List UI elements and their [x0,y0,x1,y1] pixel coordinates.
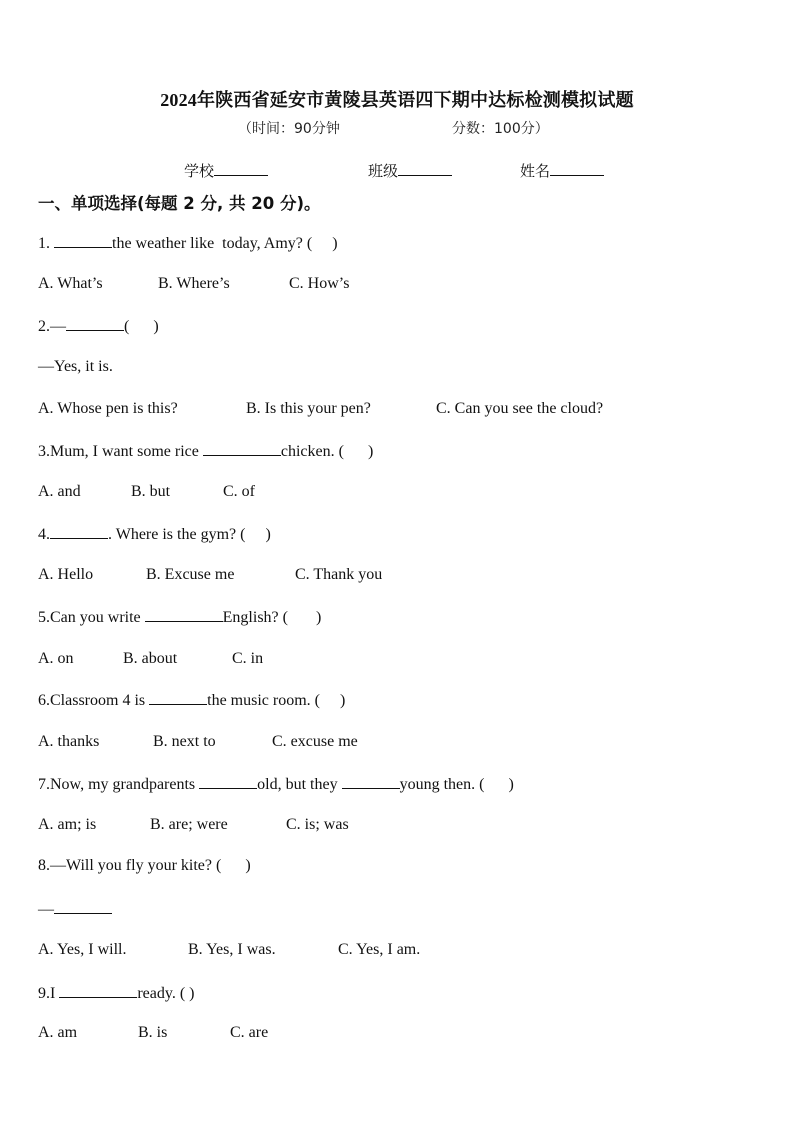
question-3 [38,441,373,461]
question-7-blank-1[interactable] [199,774,257,789]
option-7c[interactable]: C. is; was [286,816,349,833]
question-5-blank[interactable] [145,607,223,622]
option-1a[interactable]: A. What’s [38,275,103,292]
option-2c[interactable]: C. Can you see the cloud? [436,400,604,417]
option-8a[interactable]: A. Yes, I will. [38,941,127,958]
question-4-text: . Where is the gym? ( ) [108,526,271,543]
question-6-blank[interactable] [149,690,207,705]
option-2b[interactable]: B. Is this your pen? [246,400,371,417]
question-3-text: chicken. ( ) [280,443,374,460]
option-3a[interactable]: A. and [38,483,81,500]
question-9 [38,983,194,1003]
option-2a[interactable]: A. Whose pen is this? [38,400,178,417]
option-5a[interactable]: A. on [38,650,74,667]
option-9b[interactable]: B. is [138,1024,168,1041]
school-blank[interactable] [214,163,268,176]
question-5-text: English? ( ) [222,609,322,626]
question-4-blank[interactable] [50,524,108,539]
option-7a[interactable]: A. am; is [38,816,97,833]
option-4b[interactable]: B. Excuse me [146,566,235,583]
question-2-number: 2.— [38,318,66,335]
option-6c[interactable]: C. excuse me [272,733,358,750]
option-7b[interactable]: B. are; were [150,816,228,833]
question-9-text: ready. ( ) [137,985,195,1002]
option-3c[interactable]: C. of [223,483,255,500]
question-5-number: 5.Can you write [38,609,145,626]
option-4a[interactable]: A. Hello [38,566,94,583]
question-7-number: 7.Now, my grandparents [38,776,200,793]
exam-time: （时间：90分钟 [238,121,340,137]
option-8c[interactable]: C. Yes, I am. [338,941,421,958]
question-3-number: 3.Mum, I want some rice [38,443,203,460]
question-7-text: young then. ( ) [399,776,514,793]
option-9a[interactable]: A. am [38,1024,78,1041]
name-blank[interactable] [550,163,604,176]
option-1b[interactable]: B. Where’s [158,275,230,292]
option-6a[interactable]: A. thanks [38,733,100,750]
question-8-reply [38,899,112,919]
question-6-number: 6.Classroom 4 is [38,692,150,709]
question-6 [38,690,345,710]
question-7-middle: old, but they [257,776,342,793]
class-field [368,160,452,181]
option-1c[interactable]: C. How’s [289,275,350,292]
question-1-number: 1. [38,235,54,252]
name-label: 姓名 [520,162,551,180]
question-6-text: the music room. ( ) [207,692,346,709]
question-2-text: ( ) [124,318,159,335]
question-1-blank[interactable] [54,233,112,248]
question-4-number: 4. [38,526,50,543]
option-5c[interactable]: C. in [232,650,264,667]
question-3-blank[interactable] [203,441,281,456]
option-5b[interactable]: B. about [123,650,178,667]
question-4 [38,524,271,544]
question-8: 8.—Will you fly your kite? ( ) [38,857,251,874]
school-field [184,160,268,181]
question-8-blank[interactable] [54,899,112,914]
option-4c[interactable]: C. Thank you [295,566,383,583]
question-2 [38,316,159,336]
option-6b[interactable]: B. next to [153,733,216,750]
school-label: 学校 [184,162,215,180]
question-2-reply: —Yes, it is. [38,358,113,375]
question-2-blank[interactable] [66,316,124,331]
question-8-dash: — [38,901,54,918]
option-3b[interactable]: B. but [131,483,171,500]
name-field [520,160,604,181]
question-7 [38,774,514,794]
class-label: 班级 [368,162,399,180]
class-blank[interactable] [398,163,452,176]
page-title: 2024年陕西省延安市黄陵县英语四下期中达标检测模拟试题 [160,90,634,110]
question-9-number: 9.I [38,985,60,1002]
question-1 [38,233,338,253]
option-8b[interactable]: B. Yes, I was. [188,941,276,958]
option-9c[interactable]: C. are [230,1024,269,1041]
question-9-blank[interactable] [59,983,137,998]
exam-score: 分数：100分） [452,121,549,137]
question-5 [38,607,321,627]
question-7-blank-2[interactable] [342,774,400,789]
question-1-text: the weather like today, Amy? ( ) [112,235,338,252]
section-title: 一、单项选择(每题 2 分, 共 20 分)。 [38,194,321,213]
